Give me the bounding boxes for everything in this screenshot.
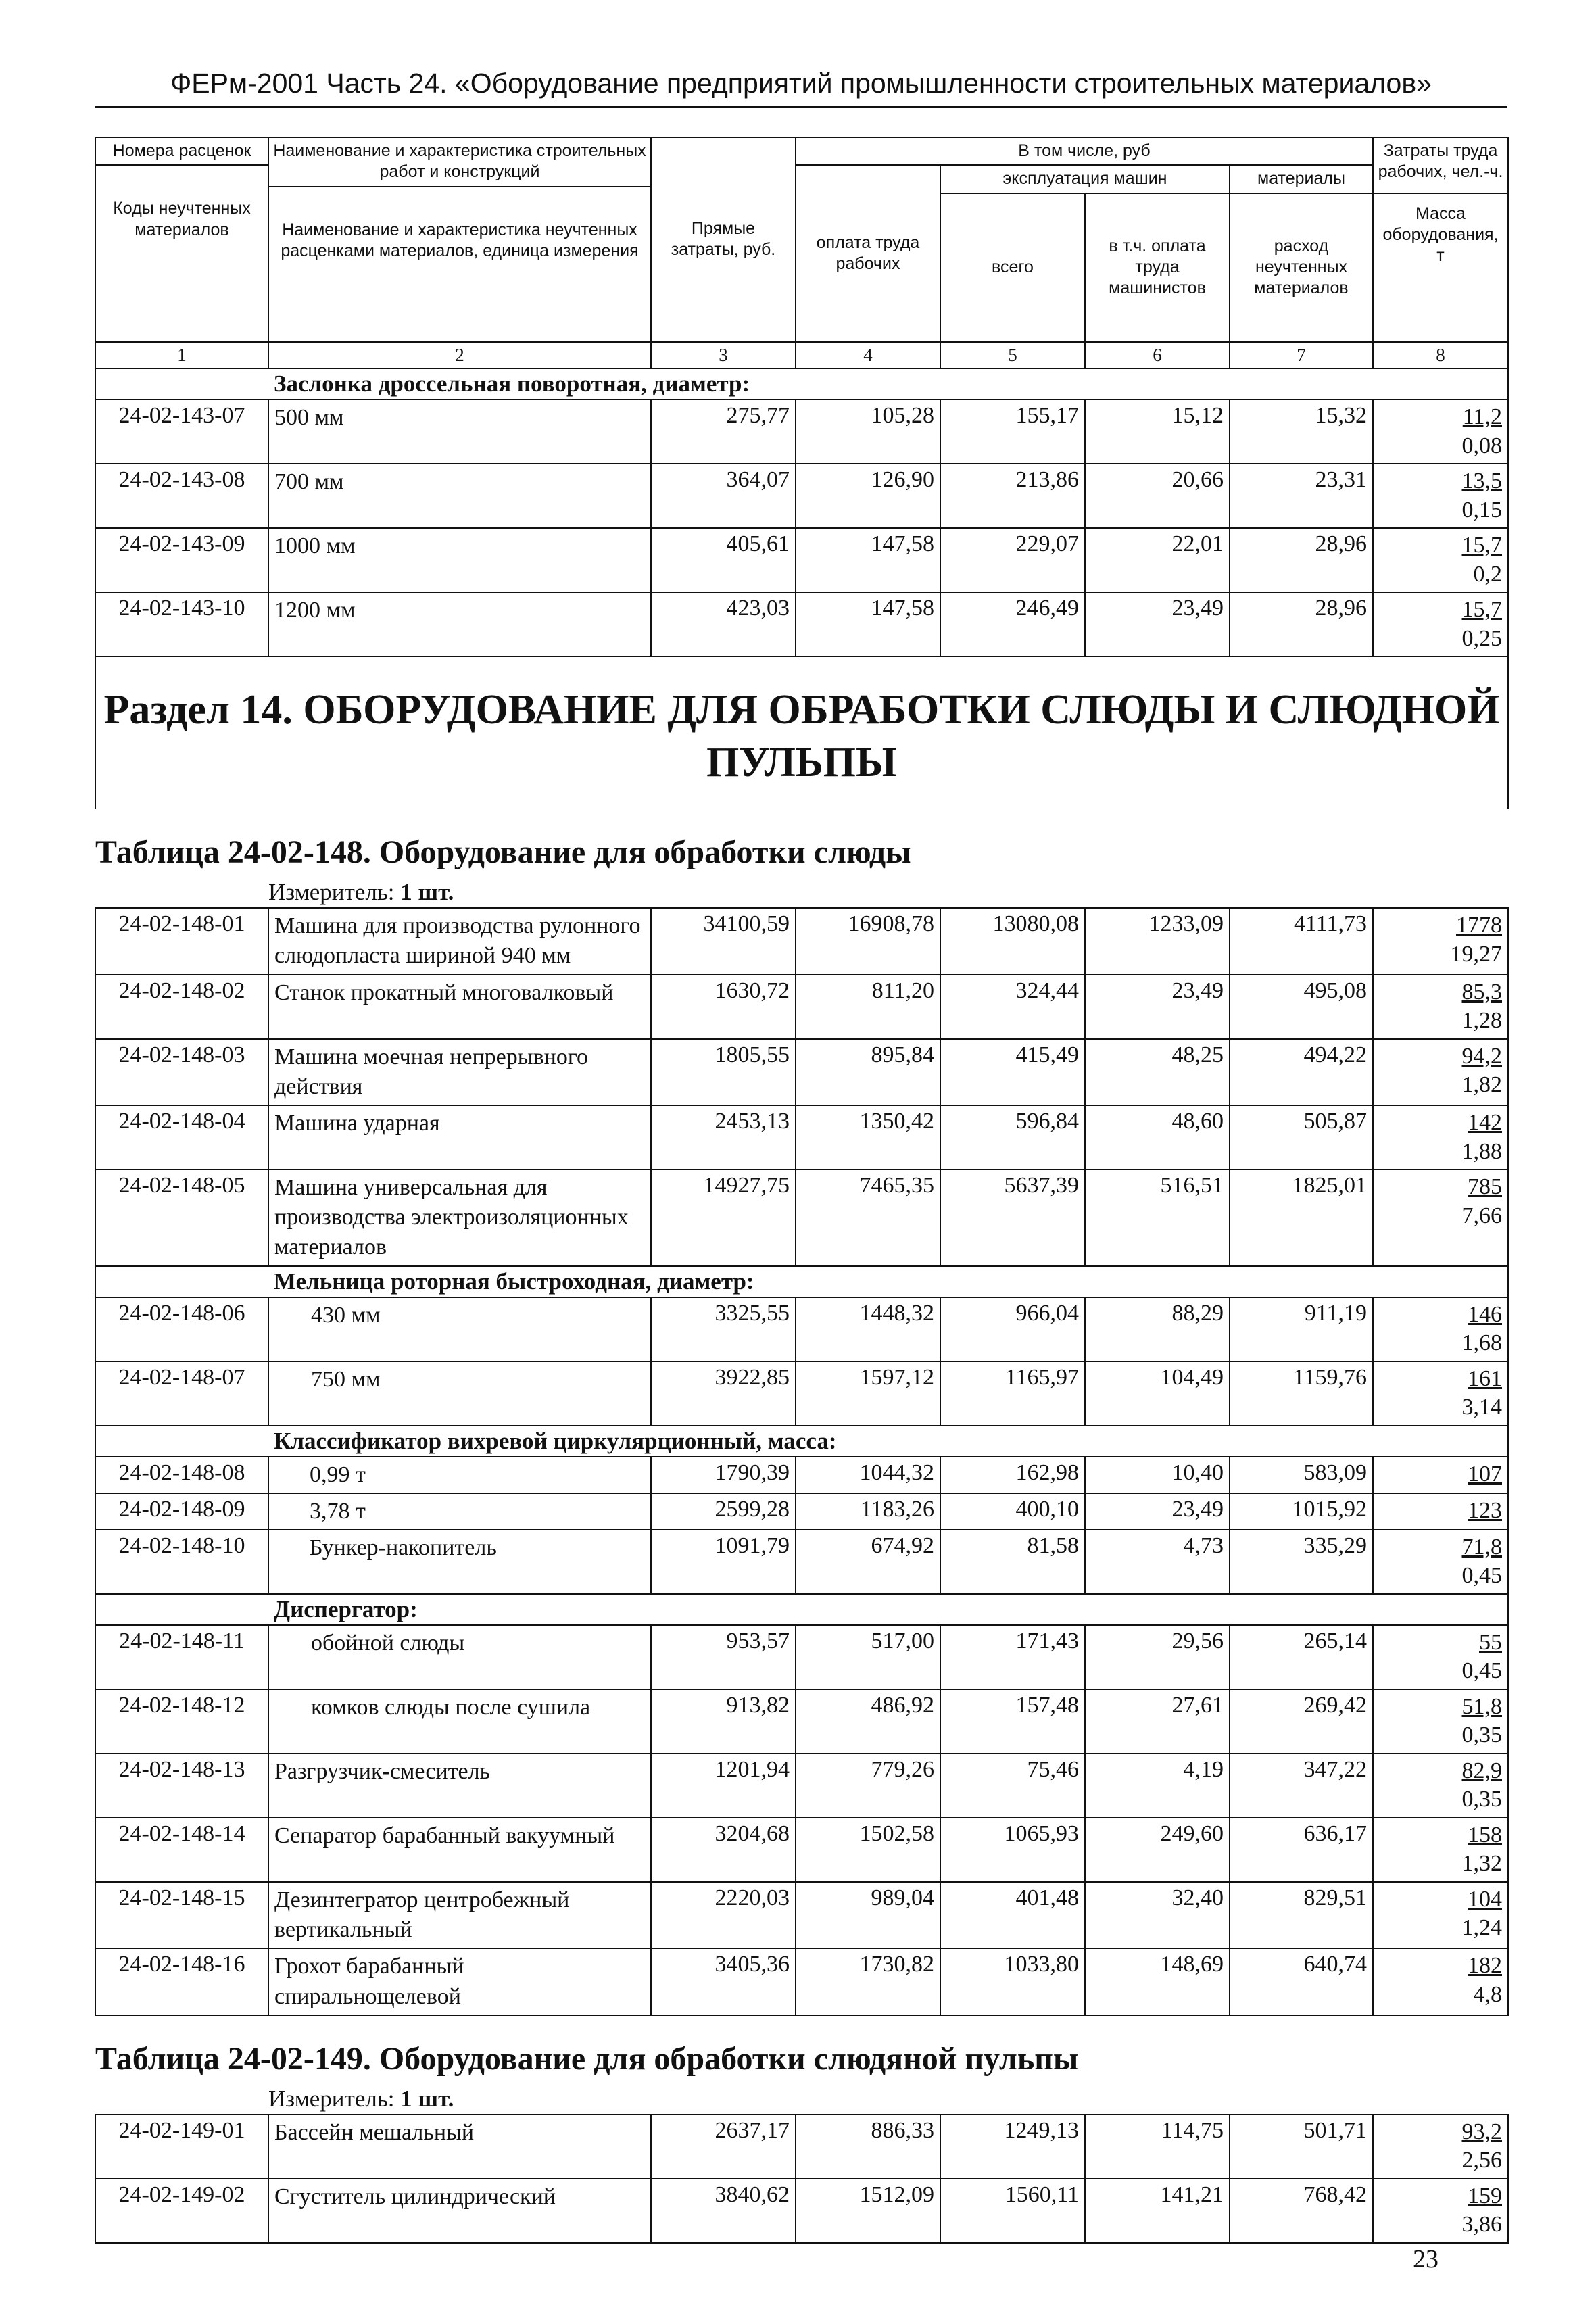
- materials-cost: 4111,73: [1230, 908, 1373, 974]
- table-rows: [95, 1625, 1508, 1754]
- table-rows: [95, 2115, 1508, 2243]
- labor-cost: 161: [1468, 1366, 1502, 1391]
- machines-total: 400,10: [940, 1493, 1085, 1530]
- machinist-pay: 32,40: [1085, 1882, 1230, 1948]
- equipment-mass: 1,28: [1461, 1008, 1502, 1034]
- rate-code: 24-02-148-09: [95, 1493, 268, 1530]
- machines-total: 213,86: [940, 464, 1085, 528]
- labor-mass-cell: [1373, 908, 1508, 974]
- labor-mass-cell: [1373, 1530, 1508, 1594]
- labor-pay: 517,00: [796, 1625, 940, 1689]
- machinist-pay: 15,12: [1085, 400, 1230, 464]
- group-row: [95, 368, 1508, 400]
- rate-code: 24-02-148-08: [95, 1457, 268, 1493]
- labor-mass-cell: [1373, 1754, 1508, 1818]
- table-row: [95, 1689, 1508, 1754]
- equipment-mass: 4,8: [1473, 1981, 1502, 2007]
- rate-code: 24-02-148-04: [95, 1105, 268, 1169]
- labor-cost: 1778: [1456, 913, 1502, 938]
- machinist-pay: 27,61: [1085, 1689, 1230, 1754]
- rate-code: 24-02-148-07: [95, 1361, 268, 1426]
- labor-mass-cell: [1373, 1105, 1508, 1169]
- labor-cost: 159: [1468, 2183, 1502, 2209]
- rate-code: 24-02-148-12: [95, 1689, 268, 1754]
- direct-cost: 953,57: [651, 1625, 796, 1689]
- section-title: Раздел 14. ОБОРУДОВАНИЕ ДЛЯ ОБРАБОТКИ СЛЮДЫ И СЛЮДНОЙ ПУЛЬПЫ: [95, 656, 1508, 809]
- materials-cost: 347,22: [1230, 1754, 1373, 1818]
- labor-cost: 94,2: [1461, 1043, 1502, 1069]
- direct-cost: 3405,36: [651, 1948, 796, 2015]
- equipment-mass: 19,27: [1450, 941, 1502, 967]
- unit-row: [95, 879, 1508, 908]
- col-direct: Прямые затраты, руб.: [651, 137, 796, 342]
- materials-cost: 23,31: [1230, 464, 1373, 528]
- direct-cost: 913,82: [651, 1689, 796, 1754]
- labor-mass-cell: [1373, 1948, 1508, 2015]
- item-name: 750 мм: [268, 1361, 651, 1426]
- direct-cost: 3325,55: [651, 1297, 796, 1361]
- equipment-mass: 1,82: [1461, 1072, 1502, 1098]
- labor-cost: 107: [1468, 1461, 1502, 1487]
- labor-mass-cell: [1373, 1493, 1508, 1530]
- group-title: Классификатор вихревой циркулярционный, масса:: [268, 1426, 1508, 1457]
- equipment-mass: 2,56: [1461, 2148, 1502, 2173]
- table-rows: [95, 908, 1508, 1265]
- col-name-top: Наименование и характеристика строительных работ и конструкций: [269, 138, 650, 187]
- item-name: 1200 мм: [268, 592, 651, 656]
- labor-mass-cell: [1373, 1297, 1508, 1361]
- labor-cost: 82,9: [1461, 1758, 1502, 1783]
- labor-mass-cell: [1373, 1457, 1508, 1493]
- machines-total: 229,07: [940, 528, 1085, 592]
- direct-cost: 364,07: [651, 464, 796, 528]
- machinist-pay: 48,25: [1085, 1039, 1230, 1105]
- col-machines-total: всего: [940, 193, 1085, 342]
- labor-mass-cell: [1373, 400, 1508, 464]
- group-row: [95, 1266, 1508, 1297]
- table-row: [95, 1882, 1508, 1948]
- machines-total: 415,49: [940, 1039, 1085, 1105]
- group-title: Заслонка дроссельная поворотная, диаметр:: [268, 368, 1508, 400]
- labor-mass-cell: [1373, 1039, 1508, 1105]
- item-name: Сгуститель цилиндрический: [268, 2179, 651, 2243]
- machines-total: 5637,39: [940, 1169, 1085, 1266]
- col-mass: Масса оборудования, т: [1382, 203, 1499, 265]
- labor-cost: 85,3: [1461, 979, 1502, 1005]
- machinist-pay: 48,60: [1085, 1105, 1230, 1169]
- col-name-bottom: Наименование и характеристика неучтенных расценками материалов, единица измерения: [281, 220, 639, 260]
- rate-code: 24-02-148-06: [95, 1297, 268, 1361]
- labor-pay: 779,26: [796, 1754, 940, 1818]
- labor-cost: 71,8: [1461, 1534, 1502, 1560]
- table-row: [95, 1169, 1508, 1266]
- labor-mass-cell: [1373, 975, 1508, 1039]
- machinist-pay: 4,19: [1085, 1754, 1230, 1818]
- labor-mass-cell: [1373, 592, 1508, 656]
- equipment-mass: 1,32: [1461, 1851, 1502, 1877]
- materials-cost: 495,08: [1230, 975, 1373, 1039]
- equipment-mass: 3,14: [1461, 1395, 1502, 1420]
- col-incl: В том числе, руб: [796, 137, 1373, 165]
- equipment-mass: 0,35: [1461, 1787, 1502, 1812]
- unit-label: Измеритель:: [268, 2085, 395, 2112]
- machinist-pay: 104,49: [1085, 1361, 1230, 1426]
- labor-pay: 486,92: [796, 1689, 940, 1754]
- materials-cost: 265,14: [1230, 1625, 1373, 1689]
- table-rows: [95, 400, 1508, 656]
- rate-code: 24-02-148-05: [95, 1169, 268, 1266]
- col-labor-pay: оплата труда рабочих: [796, 165, 940, 341]
- item-name: 3,78 т: [268, 1493, 651, 1530]
- machinist-pay: 4,73: [1085, 1530, 1230, 1594]
- col-materials-use: расход неучтенных материалов: [1230, 193, 1373, 342]
- machines-total: 1065,93: [940, 1818, 1085, 1882]
- labor-pay: 126,90: [796, 464, 940, 528]
- direct-cost: 2599,28: [651, 1493, 796, 1530]
- direct-cost: 3922,85: [651, 1361, 796, 1426]
- col-num: 2: [268, 342, 651, 369]
- labor-cost: 15,7: [1461, 533, 1502, 558]
- direct-cost: 405,61: [651, 528, 796, 592]
- materials-cost: 335,29: [1230, 1530, 1373, 1594]
- table-row: [95, 2115, 1508, 2179]
- item-name: Станок прокатный многовалковый: [268, 975, 651, 1039]
- rate-code: 24-02-148-13: [95, 1754, 268, 1818]
- direct-cost: 275,77: [651, 400, 796, 464]
- table-row: [95, 1493, 1508, 1530]
- labor-mass-cell: [1373, 464, 1508, 528]
- labor-pay: 811,20: [796, 975, 940, 1039]
- col-num: 4: [796, 342, 940, 369]
- table-rows: [95, 1297, 1508, 1426]
- direct-cost: 423,03: [651, 592, 796, 656]
- table-row: [95, 1457, 1508, 1493]
- item-name: 500 мм: [268, 400, 651, 464]
- labor-mass-cell: [1373, 1361, 1508, 1426]
- direct-cost: 1091,79: [651, 1530, 796, 1594]
- direct-cost: 1790,39: [651, 1457, 796, 1493]
- equipment-mass: 0,25: [1461, 625, 1502, 651]
- labor-cost: 785: [1468, 1174, 1502, 1199]
- materials-cost: 583,09: [1230, 1457, 1373, 1493]
- rate-code: 24-02-148-11: [95, 1625, 268, 1689]
- labor-cost: 123: [1468, 1497, 1502, 1523]
- item-name: 0,99 т: [268, 1457, 651, 1493]
- machines-total: 1560,11: [940, 2179, 1085, 2243]
- materials-cost: 15,32: [1230, 400, 1373, 464]
- machines-total: 324,44: [940, 975, 1085, 1039]
- materials-cost: 28,96: [1230, 528, 1373, 592]
- labor-mass-cell: [1373, 1818, 1508, 1882]
- rate-code: 24-02-148-14: [95, 1818, 268, 1882]
- labor-pay: 1502,58: [796, 1818, 940, 1882]
- machines-total: 75,46: [940, 1754, 1085, 1818]
- labor-pay: 147,58: [796, 528, 940, 592]
- direct-cost: 34100,59: [651, 908, 796, 974]
- table-row: [95, 1948, 1508, 2015]
- col-num: 1: [95, 342, 268, 369]
- rate-code: 24-02-143-10: [95, 592, 268, 656]
- rate-code: 24-02-143-08: [95, 464, 268, 528]
- group-title: Мельница роторная быстроходная, диаметр:: [268, 1266, 1508, 1297]
- rate-code: 24-02-148-01: [95, 908, 268, 974]
- item-name: Сепаратор барабанный вакуумный: [268, 1818, 651, 1882]
- group-title: Диспергатор:: [268, 1594, 1508, 1625]
- labor-pay: 895,84: [796, 1039, 940, 1105]
- page-header: ФЕРм-2001 Часть 24. «Оборудование предприятий промышленности строительных материалов»: [95, 68, 1507, 108]
- equipment-mass: 3,86: [1461, 2212, 1502, 2238]
- table-row: [95, 1818, 1508, 1882]
- machinist-pay: 516,51: [1085, 1169, 1230, 1266]
- materials-cost: 1015,92: [1230, 1493, 1373, 1530]
- materials-cost: 829,51: [1230, 1882, 1373, 1948]
- machinist-pay: 22,01: [1085, 528, 1230, 592]
- labor-pay: 7465,35: [796, 1169, 940, 1266]
- table-title: Таблица 24-02-149. Оборудование для обработки слюдяной пульпы: [95, 2040, 1079, 2077]
- machines-total: 1165,97: [940, 1361, 1085, 1426]
- labor-pay: 1044,32: [796, 1457, 940, 1493]
- unit-value: 1 шт.: [400, 2085, 454, 2112]
- machines-total: 1249,13: [940, 2115, 1085, 2179]
- table-row: [95, 1361, 1508, 1426]
- labor-pay: 1597,12: [796, 1361, 940, 1426]
- labor-cost: 146: [1468, 1301, 1502, 1327]
- machinist-pay: 23,49: [1085, 592, 1230, 656]
- labor-mass-cell: [1373, 528, 1508, 592]
- col-labor-cost: Затраты труда рабочих, чел.-ч.: [1374, 138, 1507, 194]
- machinist-pay: 29,56: [1085, 1625, 1230, 1689]
- labor-cost: 55: [1479, 1629, 1502, 1655]
- table-title: Таблица 24-02-148. Оборудование для обработки слюды: [95, 834, 911, 871]
- item-name: 700 мм: [268, 464, 651, 528]
- table-row: [95, 908, 1508, 974]
- labor-pay: 1350,42: [796, 1105, 940, 1169]
- unit-label: Измеритель:: [268, 879, 395, 906]
- direct-cost: 2220,03: [651, 1882, 796, 1948]
- col-num: 8: [1373, 342, 1508, 369]
- labor-cost: 11,2: [1462, 404, 1502, 430]
- item-name: Грохот барабанный спиральнощелевой: [268, 1948, 651, 2015]
- table-row: [95, 1625, 1508, 1689]
- item-name: 430 мм: [268, 1297, 651, 1361]
- labor-mass-cell: [1373, 1689, 1508, 1754]
- table-row: [95, 1297, 1508, 1361]
- group-row: [95, 1594, 1508, 1625]
- table-rows: [95, 1457, 1508, 1594]
- equipment-mass: 0,35: [1461, 1722, 1502, 1748]
- materials-cost: 1159,76: [1230, 1361, 1373, 1426]
- labor-cost: 142: [1468, 1110, 1502, 1135]
- item-name: комков слюды после сушила: [268, 1689, 651, 1754]
- equipment-mass: 1,68: [1461, 1330, 1502, 1356]
- materials-cost: 505,87: [1230, 1105, 1373, 1169]
- machinist-pay: 114,75: [1085, 2115, 1230, 2179]
- labor-mass-cell: [1373, 2115, 1508, 2179]
- col-materials: материалы: [1230, 165, 1373, 193]
- machines-total: 155,17: [940, 400, 1085, 464]
- machines-total: 171,43: [940, 1625, 1085, 1689]
- group-row: [95, 1426, 1508, 1457]
- rates-document: [95, 137, 1507, 2244]
- item-name: Машина для производства рулонного слюдопласта шириной 940 мм: [268, 908, 651, 974]
- materials-cost: 494,22: [1230, 1039, 1373, 1105]
- machines-total: 1033,80: [940, 1948, 1085, 2015]
- machinist-pay: 148,69: [1085, 1948, 1230, 2015]
- rate-code: 24-02-148-15: [95, 1882, 268, 1948]
- labor-pay: 1183,26: [796, 1493, 940, 1530]
- item-name: обойной слюды: [268, 1625, 651, 1689]
- rate-code: 24-02-148-10: [95, 1530, 268, 1594]
- machinist-pay: 10,40: [1085, 1457, 1230, 1493]
- rate-code: 24-02-149-01: [95, 2115, 268, 2179]
- equipment-mass: 0,15: [1461, 497, 1502, 523]
- table-row: [95, 400, 1508, 464]
- col-machinist-pay: в т.ч. оплата труда машинистов: [1085, 193, 1230, 342]
- equipment-mass: 1,24: [1461, 1915, 1502, 1941]
- equipment-mass: 0,45: [1461, 1658, 1502, 1684]
- unit-value: 1 шт.: [400, 879, 454, 906]
- materials-cost: 1825,01: [1230, 1169, 1373, 1266]
- machinist-pay: 1233,09: [1085, 908, 1230, 974]
- machines-total: 162,98: [940, 1457, 1085, 1493]
- labor-cost: 13,5: [1461, 468, 1502, 494]
- labor-cost: 15,7: [1461, 597, 1502, 623]
- machines-total: 246,49: [940, 592, 1085, 656]
- materials-cost: 28,96: [1230, 592, 1373, 656]
- labor-cost: 93,2: [1461, 2119, 1502, 2144]
- direct-cost: 2453,13: [651, 1105, 796, 1169]
- rate-code: 24-02-148-16: [95, 1948, 268, 2015]
- labor-cost: 104: [1468, 1886, 1502, 1912]
- machinist-pay: 23,49: [1085, 1493, 1230, 1530]
- rate-code: 24-02-149-02: [95, 2179, 268, 2243]
- machinist-pay: 141,21: [1085, 2179, 1230, 2243]
- equipment-mass: 0,08: [1461, 433, 1502, 458]
- machinist-pay: 249,60: [1085, 1818, 1230, 1882]
- equipment-mass: 0,45: [1461, 1563, 1502, 1589]
- col-num: 5: [940, 342, 1085, 369]
- item-name: Бункер-накопитель: [268, 1530, 651, 1594]
- table-row: [95, 528, 1508, 592]
- materials-cost: 269,42: [1230, 1689, 1373, 1754]
- rates-table: [95, 137, 1509, 2244]
- table-row: [95, 464, 1508, 528]
- labor-pay: 1512,09: [796, 2179, 940, 2243]
- direct-cost: 1201,94: [651, 1754, 796, 1818]
- col-num: 3: [651, 342, 796, 369]
- direct-cost: 3204,68: [651, 1818, 796, 1882]
- machines-total: 157,48: [940, 1689, 1085, 1754]
- machinist-pay: 88,29: [1085, 1297, 1230, 1361]
- labor-pay: 674,92: [796, 1530, 940, 1594]
- rate-code: 24-02-148-03: [95, 1039, 268, 1105]
- table-rows: [95, 1754, 1508, 2015]
- labor-pay: 105,28: [796, 400, 940, 464]
- item-name: Разгрузчик-смеситель: [268, 1754, 651, 1818]
- direct-cost: 3840,62: [651, 2179, 796, 2243]
- item-name: Машина моечная непрерывного действия: [268, 1039, 651, 1105]
- machines-total: 81,58: [940, 1530, 1085, 1594]
- rate-code: 24-02-143-07: [95, 400, 268, 464]
- direct-cost: 2637,17: [651, 2115, 796, 2179]
- materials-cost: 640,74: [1230, 1948, 1373, 2015]
- machines-total: 13080,08: [940, 908, 1085, 974]
- labor-pay: 1448,32: [796, 1297, 940, 1361]
- machines-total: 401,48: [940, 1882, 1085, 1948]
- machinist-pay: 23,49: [1085, 975, 1230, 1039]
- item-name: Дезинтегратор центробежный вертикальный: [268, 1882, 651, 1948]
- labor-pay: 147,58: [796, 592, 940, 656]
- table-row: [95, 1530, 1508, 1594]
- machines-total: 966,04: [940, 1297, 1085, 1361]
- col-codes-top: Номера расценок: [96, 138, 268, 166]
- equipment-mass: 1,88: [1461, 1138, 1502, 1164]
- labor-cost: 51,8: [1461, 1693, 1502, 1719]
- table-row: [95, 1039, 1508, 1105]
- labor-pay: 989,04: [796, 1882, 940, 1948]
- item-name: Машина ударная: [268, 1105, 651, 1169]
- labor-mass-cell: [1373, 1882, 1508, 1948]
- labor-mass-cell: [1373, 2179, 1508, 2243]
- column-header: [95, 137, 1508, 368]
- machines-total: 596,84: [940, 1105, 1085, 1169]
- item-name: Машина универсальная для производства электроизоляционных материалов: [268, 1169, 651, 1266]
- labor-mass-cell: [1373, 1625, 1508, 1689]
- equipment-mass: 0,2: [1473, 561, 1502, 587]
- labor-pay: 886,33: [796, 2115, 940, 2179]
- item-name: 1000 мм: [268, 528, 651, 592]
- item-name: Бассейн мешальный: [268, 2115, 651, 2179]
- col-num: 7: [1230, 342, 1373, 369]
- labor-mass-cell: [1373, 1169, 1508, 1266]
- direct-cost: 14927,75: [651, 1169, 796, 1266]
- materials-cost: 636,17: [1230, 1818, 1373, 1882]
- materials-cost: 768,42: [1230, 2179, 1373, 2243]
- materials-cost: 501,71: [1230, 2115, 1373, 2179]
- direct-cost: 1630,72: [651, 975, 796, 1039]
- col-machines: эксплуатация машин: [940, 165, 1230, 193]
- rate-code: 24-02-148-02: [95, 975, 268, 1039]
- col-num: 6: [1085, 342, 1230, 369]
- table-row: [95, 2179, 1508, 2243]
- direct-cost: 1805,55: [651, 1039, 796, 1105]
- table-row: [95, 1105, 1508, 1169]
- labor-cost: 182: [1468, 1953, 1502, 1979]
- rate-code: 24-02-143-09: [95, 528, 268, 592]
- col-codes-bottom: Коды неучтенных материалов: [113, 199, 251, 239]
- labor-pay: 16908,78: [796, 908, 940, 974]
- table-row: [95, 1754, 1508, 1818]
- machinist-pay: 20,66: [1085, 464, 1230, 528]
- table-row: [95, 592, 1508, 656]
- labor-pay: 1730,82: [796, 1948, 940, 2015]
- labor-cost: 158: [1468, 1822, 1502, 1848]
- page-number: 23: [1413, 2245, 1438, 2273]
- unit-row: [95, 2085, 1508, 2115]
- table-row: [95, 975, 1508, 1039]
- materials-cost: 911,19: [1230, 1297, 1373, 1361]
- equipment-mass: 7,66: [1461, 1203, 1502, 1228]
